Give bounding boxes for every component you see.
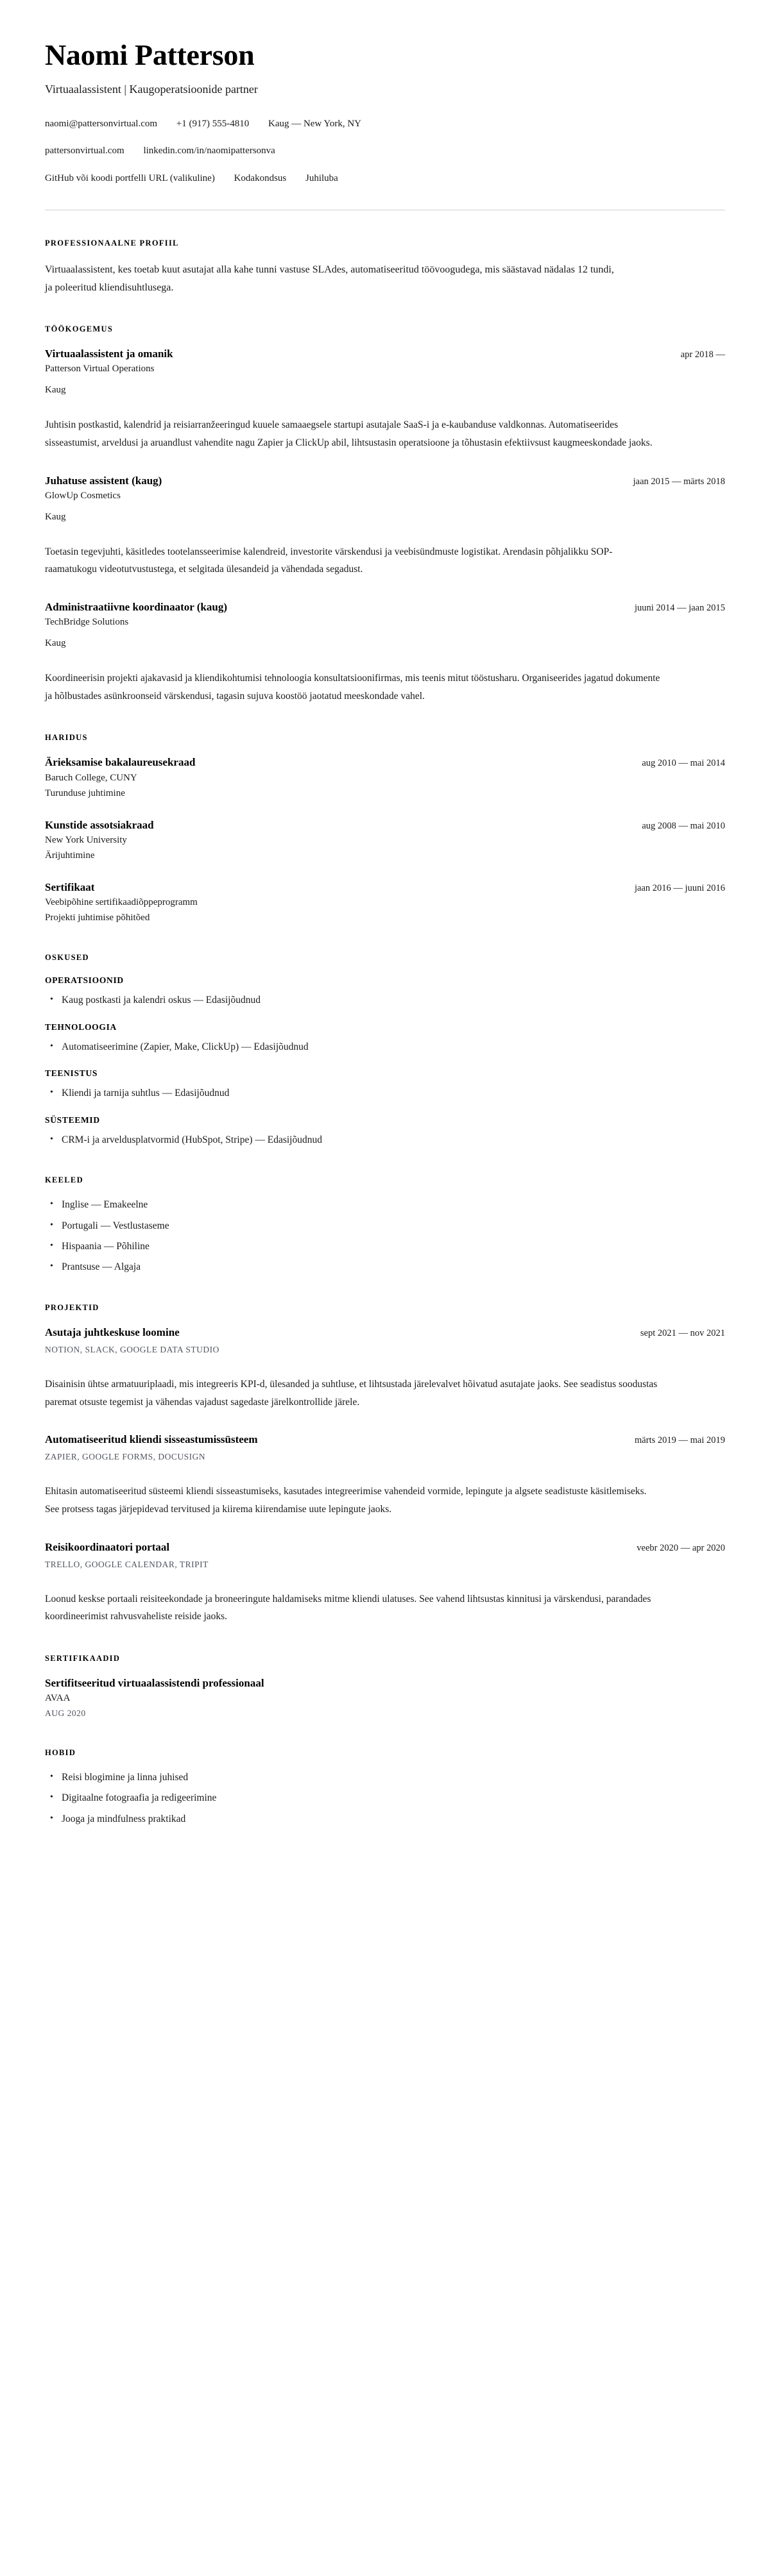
experience-description: Koordineerisin projekti ajakavasid ja kliendikohtumisi tehnoloogia konsultatsioonifirmas, mis teenis mitut tööstusharu. Organiseerides jagatud dokumente ja hõlbustades asünkroonseid värskendusi, tagasin sujuva koostöö jaotatud meeskondade vahel. [45, 673, 660, 702]
education-date-range: aug 2008 — mai 2010 [642, 820, 725, 831]
skill-group [45, 1022, 725, 1054]
education-school: Veebipõhine sertifikaadiõppeprogramm [45, 897, 198, 908]
section-languages [45, 1175, 725, 1275]
section-skills [45, 953, 725, 1147]
section-title-experience: TÖÖKOGEMUS [45, 324, 114, 334]
contact-website[interactable]: pattersonvirtual.com [45, 146, 124, 156]
skill-item: • Kaug postkasti ja kalendri oskus — Edasijõudnud [62, 993, 725, 1007]
skill-group-title: OPERATSIOONID [45, 975, 124, 986]
certification-issuer: AVAA [45, 1693, 71, 1704]
certification-entry [45, 1676, 725, 1720]
contact-portfolio-url[interactable]: GitHub või koodi portfelli URL (valikuline) [45, 173, 215, 183]
section-title-hobbies: HOBID [45, 1747, 76, 1757]
contact-phone[interactable]: +1 (917) 555-4810 [176, 118, 250, 129]
experience-entry [45, 347, 725, 451]
section-title-certifications: SERTIFIKAADID [45, 1653, 121, 1663]
section-projects [45, 1303, 725, 1626]
education-school: Baruch College, CUNY [45, 772, 137, 783]
language-item: • Portugali — Vestlustaseme [62, 1219, 725, 1233]
education-degree: Sertifikaat [45, 880, 95, 893]
education-field: Turunduse juhtimine [45, 787, 125, 798]
contact-citizenship: Kodakondsus [234, 173, 287, 183]
experience-organization: TechBridge Solutions [45, 617, 129, 628]
skill-item: • CRM-i ja arveldusplatvormid (HubSpot, Stripe) — Edasijõudnud [62, 1133, 725, 1147]
education-school: New York University [45, 834, 127, 845]
hobby-item: • Digitaalne fotograafia ja redigeerimine [62, 1791, 725, 1805]
skill-group-title: TEHNOLOOGIA [45, 1022, 117, 1032]
experience-date-range: apr 2018 — [680, 349, 725, 360]
contact-row-optional [45, 171, 725, 186]
education-date-range: jaan 2016 — juuni 2016 [635, 882, 725, 893]
hobby-item: • Jooga ja mindfulness praktikad [62, 1812, 725, 1826]
experience-organization: Patterson Virtual Operations [45, 364, 155, 375]
project-tech-stack: TRELLO, GOOGLE CALENDAR, TRIPIT [45, 1559, 209, 1569]
contact-email[interactable]: naomi@pattersonvirtual.com [45, 118, 158, 129]
experience-location: Kaug [45, 385, 66, 396]
education-degree: Ärieksamise bakalaureusekraad [45, 756, 196, 769]
experience-date-range: juuni 2014 — jaan 2015 [635, 603, 725, 614]
skill-list [45, 1133, 725, 1147]
experience-description: Toetasin tegevjuhti, käsitledes tootelansseerimise kalendreid, investorite värskendusi ja veebisündmuste logistikat. Arendasin põhjalikku SOP-raamatukogu videotutvustustega, et selgitada ülesandeid ja vähendada segadust. [45, 546, 613, 575]
project-description: Loonud keskse portaali reisiteekondade ja broneeringute haldamiseks mitme kliendi ulatuses. See vahend lihtsustas kinnitusi ja värskendusi, parandades koordineerimist rahvusvaheliste reiside jaoks. [45, 1593, 651, 1622]
project-date-range: veebr 2020 — apr 2020 [637, 1542, 725, 1553]
section-professional-profile [45, 239, 725, 296]
project-entry [45, 1433, 725, 1518]
language-item: • Prantsuse — Algaja [62, 1260, 725, 1274]
experience-job-title: Administraatiivne koordinaator (kaug) [45, 601, 227, 614]
section-hobbies [45, 1748, 725, 1826]
language-item: • Inglise — Emakeelne [62, 1198, 725, 1212]
education-field: Ärijuhtimine [45, 850, 95, 861]
contact-row-links [45, 144, 725, 158]
skill-group-title: TEENISTUS [45, 1068, 98, 1079]
experience-location: Kaug [45, 638, 66, 649]
project-date-range: sept 2021 — nov 2021 [640, 1327, 725, 1338]
experience-entry [45, 600, 725, 705]
project-entry-head [45, 1326, 725, 1339]
experience-date-range: jaan 2015 — märts 2018 [633, 476, 725, 487]
experience-location: Kaug [45, 511, 66, 522]
education-entry [45, 818, 725, 863]
project-tech-stack: ZAPIER, GOOGLE FORMS, DOCUSIGN [45, 1452, 206, 1462]
candidate-name: Naomi Patterson [45, 38, 255, 71]
education-entry [45, 755, 725, 800]
skill-item: • Automatiseerimine (Zapier, Make, ClickUp) — Edasijõudnud [62, 1040, 725, 1054]
education-degree: Kunstide assotsiakraad [45, 818, 154, 831]
experience-description: Juhtisin postkastid, kalendrid ja reisiarranžeeringud kuuele samaaegsele startupi asutajale SaaS-i ja e-kaubanduse valdkonnas. Automatiseerides sisseastumist, arveldusi ja aruandlust vahendite nagu Zapier ja ClickUp abil, lihtsustasin operatsioone ja tõhustasin efektiivsust kaugmeeskondade jaoks. [45, 419, 653, 449]
section-title-projects: PROJEKTID [45, 1302, 99, 1312]
section-certifications [45, 1654, 725, 1720]
skill-item: • Kliendi ja tarnija suhtlus — Edasijõudnud [62, 1086, 725, 1100]
skill-list [45, 1040, 725, 1054]
project-description: Ehitasin automatiseeritud süsteemi kliendi sisseastumiseks, kasutades integreerimise vahendeid vormide, lepingute ja algsete seadistuste käsitlemiseks. See protsess tagas järjepidevad tervitused ja kiirema kiirendamise uute lepingute jaoks. [45, 1486, 647, 1515]
experience-job-title: Virtuaalassistent ja omanik [45, 348, 173, 360]
skill-group [45, 975, 725, 1007]
skill-group-title: SÜSTEEMID [45, 1115, 100, 1125]
section-title-languages: KEELED [45, 1175, 83, 1185]
certification-name: Sertifitseeritud virtuaalassistendi professionaal [45, 1676, 264, 1689]
language-item: • Hispaania — Põhiline [62, 1240, 725, 1254]
language-list [45, 1198, 725, 1275]
section-education [45, 733, 725, 925]
education-date-range: aug 2010 — mai 2014 [642, 758, 725, 769]
skill-list [45, 1086, 725, 1100]
experience-organization: GlowUp Cosmetics [45, 490, 121, 501]
education-entry-head [45, 755, 725, 769]
experience-entry-head [45, 474, 725, 487]
experience-entry-head [45, 347, 725, 360]
section-title-profile: PROFESSIONAALNE PROFIIL [45, 239, 179, 248]
hobby-item: • Reisi blogimine ja linna juhised [62, 1771, 725, 1785]
project-entry-head [45, 1540, 725, 1554]
skill-group [45, 1115, 725, 1147]
resume-header [45, 40, 725, 210]
experience-entry-head [45, 600, 725, 614]
education-entry-head [45, 880, 725, 894]
contact-drivers-license: Juhiluba [305, 173, 338, 183]
education-field: Projekti juhtimise põhitõed [45, 913, 150, 923]
section-title-education: HARIDUS [45, 733, 88, 743]
education-entry-head [45, 818, 725, 832]
contact-location: Kaug — New York, NY [268, 118, 361, 129]
education-entry [45, 880, 725, 925]
skill-list [45, 993, 725, 1007]
contact-linkedin[interactable]: linkedin.com/in/naomipattersonva [143, 146, 275, 156]
project-title: Automatiseeritud kliendi sisseastumissüsteem [45, 1433, 258, 1446]
experience-job-title: Juhatuse assistent (kaug) [45, 474, 162, 487]
certification-date: AUG 2020 [45, 1708, 86, 1719]
hobby-list [45, 1771, 725, 1826]
contact-row-primary [45, 117, 725, 131]
experience-entry [45, 474, 725, 578]
project-title: Reisikoordinaatori portaal [45, 1540, 170, 1553]
project-entry [45, 1540, 725, 1626]
section-title-skills: OSKUSED [45, 953, 89, 963]
candidate-headline: Virtuaalassistent | Kaugoperatsioonide partner [45, 83, 258, 96]
project-title: Asutaja juhtkeskuse loomine [45, 1326, 180, 1338]
profile-summary-text: Virtuaalassistent, kes toetab kuut asutajat alla kahe tunni vastuse SLAdes, automatiseeritud töövoogudega, mis säästavad nädalas 12 tundi, ja poleeritud kliendisuhtlusega. [45, 264, 614, 293]
project-description: Disainisin ühtse armatuuriplaadi, mis integreeris KPI-d, ülesanded ja suhtluse, et lihtsustada järelevalvet hõivatud asutajate jaoks. See seadistus soodustas paremat otsuste tegemist ja vähendas vajadust sagedaste järelkontrollide järele. [45, 1379, 658, 1408]
skill-group [45, 1068, 725, 1100]
project-entry-head [45, 1433, 725, 1446]
project-date-range: märts 2019 — mai 2019 [635, 1435, 725, 1446]
project-tech-stack: NOTION, SLACK, GOOGLE DATA STUDIO [45, 1345, 219, 1355]
project-entry [45, 1326, 725, 1411]
section-experience [45, 324, 725, 705]
